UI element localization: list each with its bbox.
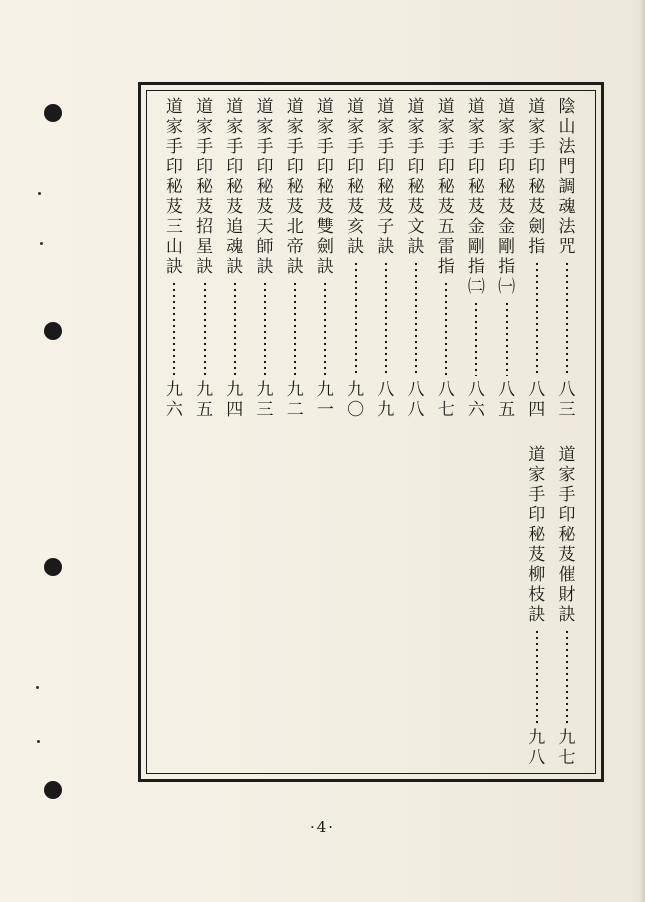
dot-leader <box>385 261 387 376</box>
toc-entry-title: 道 家 手 印 秘 芨 招 星 訣 <box>196 97 214 277</box>
toc-entry <box>525 97 549 420</box>
dot-leader <box>173 281 175 376</box>
toc-entry-page: 九 八 <box>528 728 546 768</box>
toc-entry-title: 道 家 手 印 秘 芨 天 師 訣 <box>256 97 274 277</box>
dot-leader <box>566 261 568 376</box>
toc-entry-title: 道 家 手 印 秘 芨 亥 訣 <box>347 97 365 257</box>
toc-entry-page: 八 五 <box>498 380 516 420</box>
toc-entry <box>313 97 337 420</box>
toc-entry-title: 道 家 手 印 秘 芨 子 訣 <box>377 97 395 257</box>
toc-entry-title: 道 家 手 印 秘 芨 五 雷 指 <box>437 97 455 277</box>
toc-entry-title: 道 家 手 印 秘 芨 文 訣 <box>407 97 425 257</box>
dot-leader <box>204 281 206 376</box>
toc-entry-page: 九 六 <box>165 380 183 420</box>
toc-entry-page: 九 五 <box>196 380 214 420</box>
toc-entry-title: 道 家 手 印 秘 芨 北 帝 訣 <box>286 97 304 277</box>
binder-hole <box>44 104 62 122</box>
toc-entry-title: 道 家 手 印 秘 芨 三 山 訣 <box>165 97 183 277</box>
toc-entry-page: 九 一 <box>316 380 334 420</box>
paper-speck <box>36 686 39 689</box>
toc-entry-title: 道 家 手 印 秘 芨 催 財 訣 <box>558 445 576 625</box>
toc-entry-title: 道 家 手 印 秘 芨 柳 枝 訣 <box>528 445 546 625</box>
toc-entry-title: 道 家 手 印 秘 芨 金 剛 指 ㈡ <box>467 97 485 297</box>
toc-entry-page: 九 〇 <box>347 380 365 420</box>
paper-speck <box>38 192 41 195</box>
toc-entry-title: 道 家 手 印 秘 芨 追 魂 訣 <box>226 97 244 277</box>
page-number: ·4· <box>309 818 336 836</box>
dot-leader <box>536 629 538 724</box>
toc-entry-page: 八 六 <box>467 380 485 420</box>
paper-speck <box>40 242 43 245</box>
toc-entry-title: 陰 山 法 門 調 魂 法 咒 <box>558 97 576 257</box>
dot-leader <box>536 261 538 376</box>
toc-entry <box>555 445 579 768</box>
dot-leader <box>294 281 296 376</box>
toc-entry-page: 八 八 <box>407 380 425 420</box>
toc-entry-title: 道 家 手 印 秘 芨 金 剛 指 ㈠ <box>498 97 516 297</box>
toc-entry <box>555 97 579 420</box>
toc-entry <box>464 97 488 420</box>
toc-entry-page: 九 三 <box>256 380 274 420</box>
paper-speck <box>37 740 40 743</box>
toc-entry-page: 九 七 <box>558 728 576 768</box>
dot-leader <box>506 301 508 376</box>
dot-leader <box>355 261 357 376</box>
toc-entry-page: 八 四 <box>528 380 546 420</box>
binder-hole <box>44 781 62 799</box>
dot-leader <box>445 281 447 376</box>
binder-hole <box>44 322 62 340</box>
toc-entry-page: 八 九 <box>377 380 395 420</box>
toc-entry-page: 九 二 <box>286 380 304 420</box>
dot-leader <box>234 281 236 376</box>
dot-leader <box>324 281 326 376</box>
page-edge-shadow <box>639 0 645 902</box>
toc-entry <box>404 97 428 420</box>
toc-entry <box>525 445 549 768</box>
toc-entry <box>344 97 368 420</box>
dot-leader <box>264 281 266 376</box>
dot-leader <box>475 301 477 376</box>
toc-entry <box>434 97 458 420</box>
toc-entry-page: 八 三 <box>558 380 576 420</box>
toc-entry-page: 九 四 <box>226 380 244 420</box>
toc-entry <box>283 97 307 420</box>
dot-leader <box>566 629 568 724</box>
toc-entry-title: 道 家 手 印 秘 芨 雙 劍 訣 <box>316 97 334 277</box>
toc-entry <box>162 97 186 420</box>
toc-entry <box>374 97 398 420</box>
toc-entry <box>223 97 247 420</box>
toc-entry <box>253 97 277 420</box>
toc-entry-page: 八 七 <box>437 380 455 420</box>
toc-entry <box>495 97 519 420</box>
binder-hole <box>44 558 62 576</box>
toc-entry <box>193 97 217 420</box>
dot-leader <box>415 261 417 376</box>
toc-entry-title: 道 家 手 印 秘 芨 劍 指 <box>528 97 546 257</box>
